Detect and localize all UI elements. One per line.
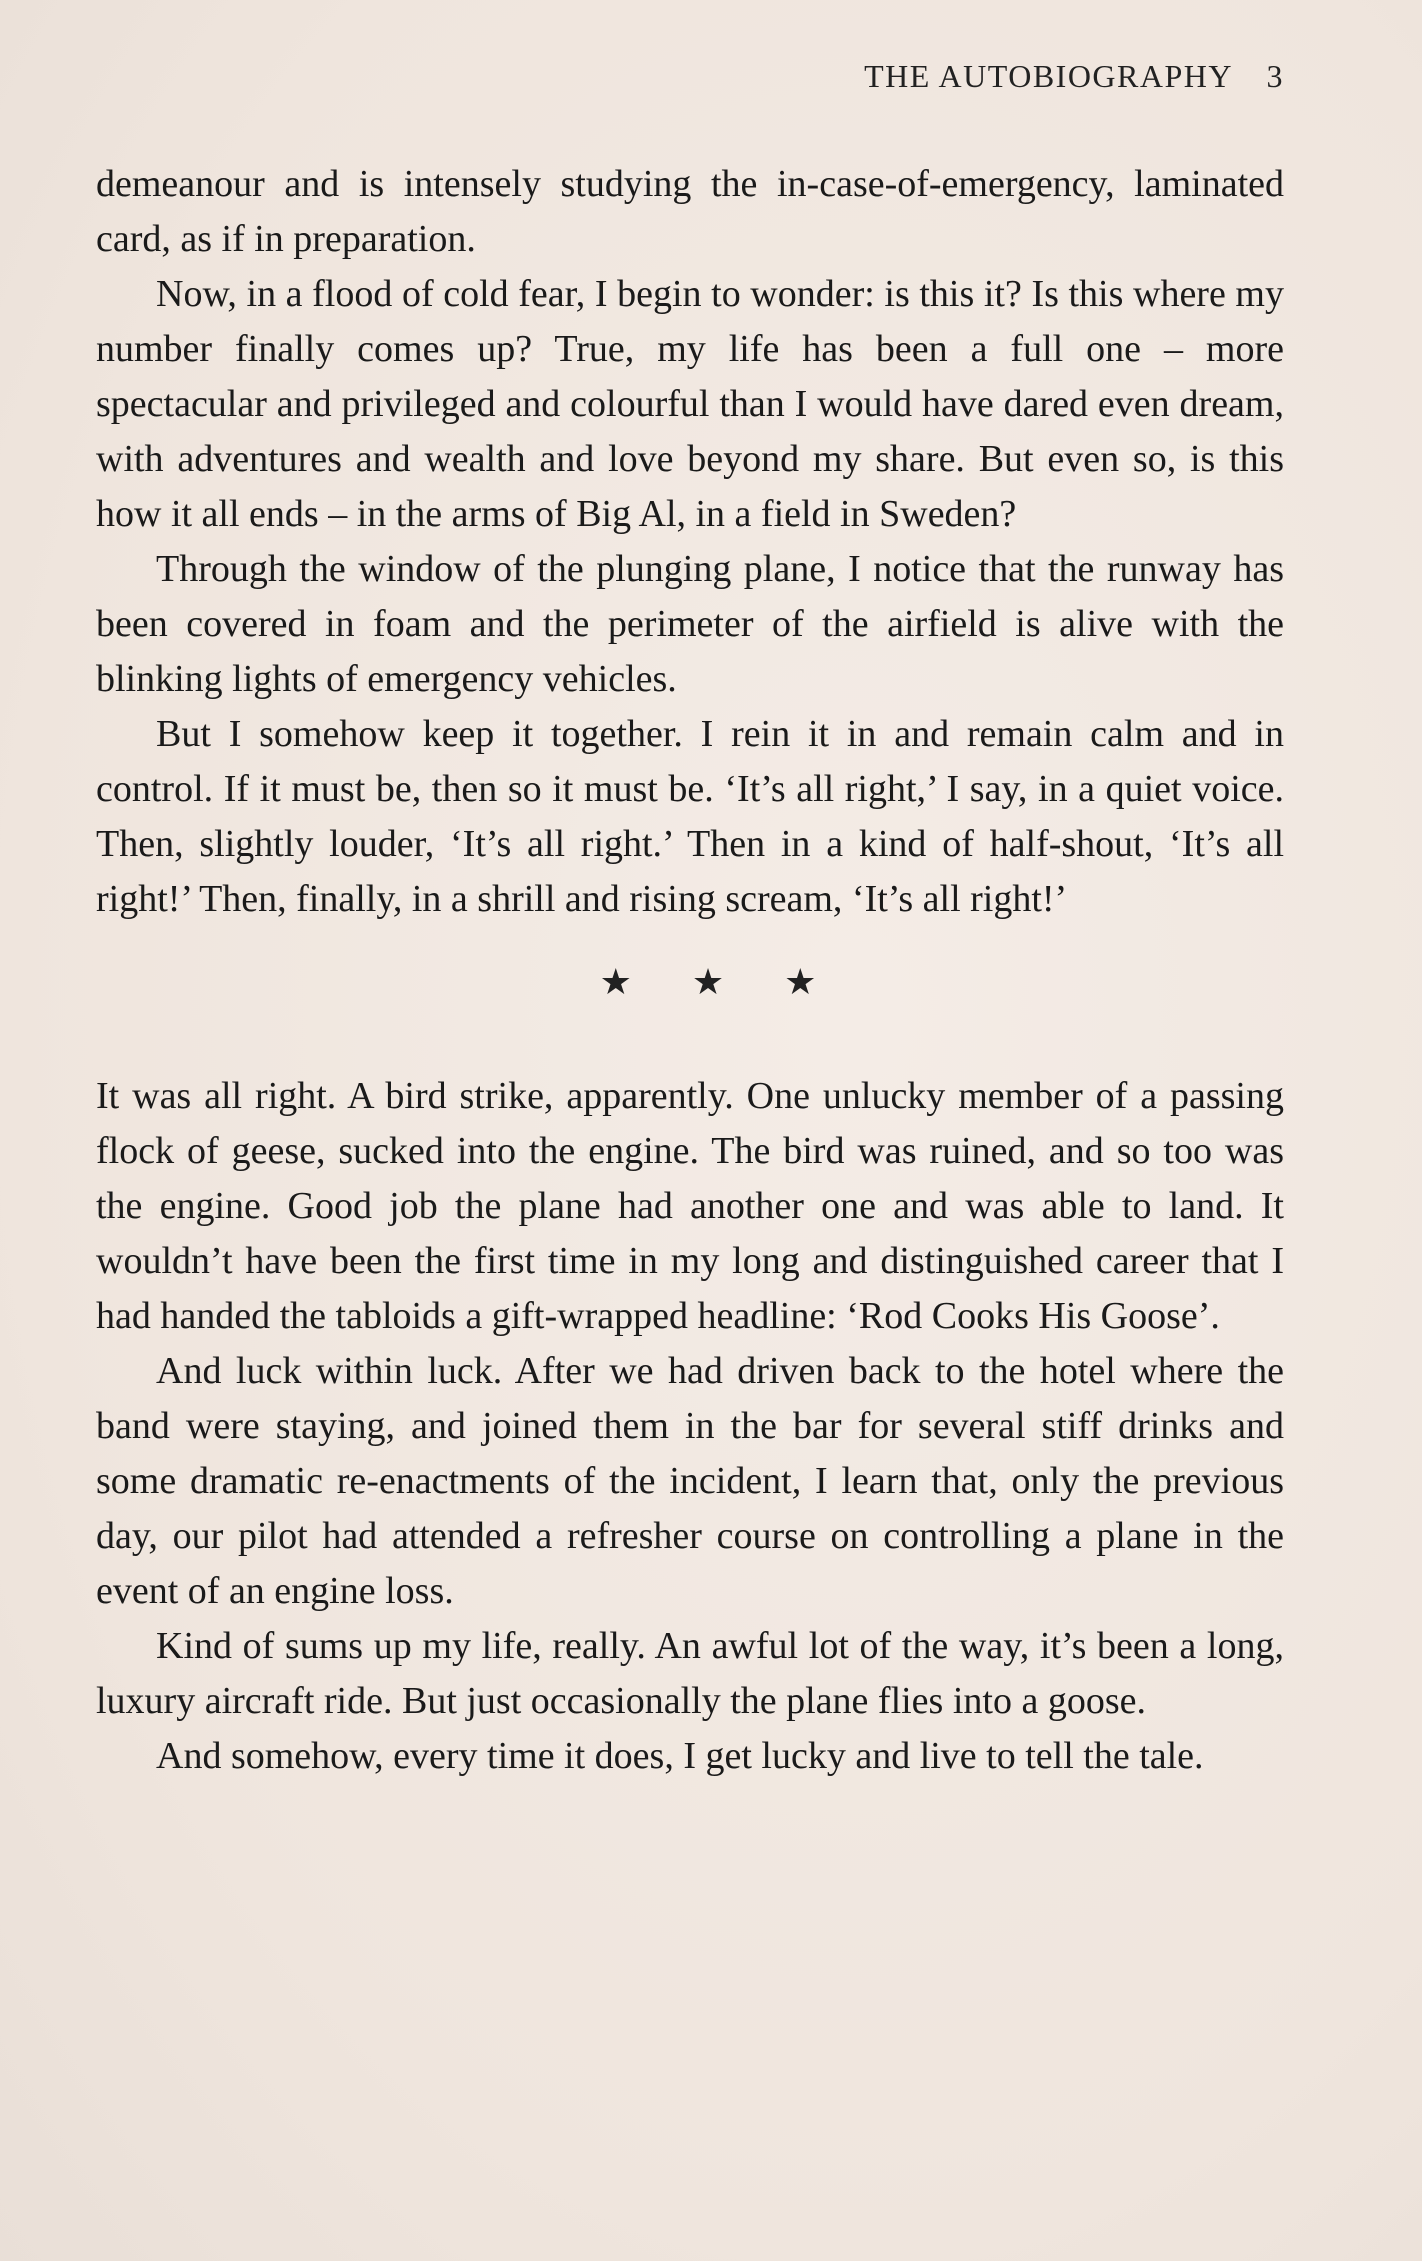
paragraph: Through the window of the plunging plane, I notice that the runway has been covered in foam and the perimeter of the airfield is alive with the blinking lights of emergency vehicles. bbox=[96, 548, 1284, 700]
star-icon: ★ bbox=[599, 961, 632, 1002]
paragraph: Kind of sums up my life, really. An awful lot of the way, it’s been a long, luxury aircraft ride. But just occasionally the plane flies into a goose. bbox=[96, 1625, 1284, 1722]
paragraph: It was all right. A bird strike, apparently. One unlucky member of a passing flock of geese, sucked into the engine. The bird was ruined, and so too was the engine. Good job the plane had another one and was able to land. It wouldn’t have been the first time in my long and distinguished career that I had handed the tabloids a gift-wrapped headline: ‘Rod Cooks His Goose’. bbox=[96, 1075, 1284, 1337]
running-head bbox=[864, 58, 1284, 95]
page-number: 3 bbox=[1266, 58, 1284, 94]
body-text bbox=[96, 157, 1284, 1784]
star-icon: ★ bbox=[784, 961, 817, 1002]
paragraph: demeanour and is intensely studying the in-case-of-emergency, laminated card, as if in preparation. bbox=[96, 163, 1284, 260]
paragraph: And somehow, every time it does, I get lucky and live to tell the tale. bbox=[156, 1735, 1204, 1777]
star-icon: ★ bbox=[691, 961, 725, 1002]
section-break bbox=[96, 927, 1284, 1037]
paragraph: Now, in a flood of cold fear, I begin to wonder: is this it? Is this where my number finally comes up? True, my life has been a full one – more spectacular and privileged and colourful than I would have dared even dream, with adventures and wealth and love beyond my share. But even so, is this how it all ends – in the arms of Big Al, in a field in Sweden? bbox=[96, 273, 1284, 535]
paragraph: But I somehow keep it together. I rein it in and remain calm and in control. If it must be, then so it must be. ‘It’s all right,’ I say, in a quiet voice. Then, slightly louder, ‘It’s all right.’ Then in a kind of half-shout, ‘It’s all right!’ Then, finally, in a shrill and rising scream, ‘It’s all right!’ bbox=[96, 713, 1284, 920]
running-head-title: THE AUTOBIOGRAPHY bbox=[864, 58, 1233, 94]
paragraph: And luck within luck. After we had driven back to the hotel where the band were staying, and joined them in the bar for several stiff drinks and some dramatic re-enactments of the incident, I learn that, only the previous day, our pilot had attended a refresher course on controlling a plane in the event of an engine loss. bbox=[96, 1350, 1284, 1612]
